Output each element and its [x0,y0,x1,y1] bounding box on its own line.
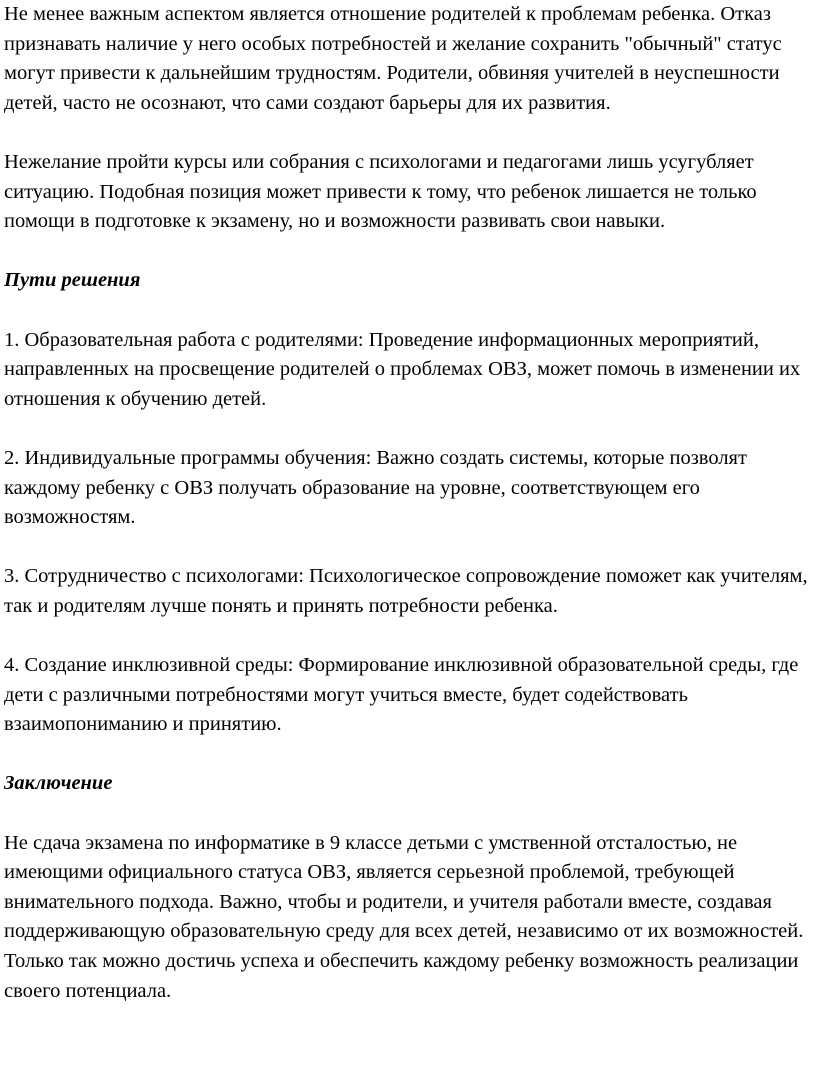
intro-paragraph-reluctance: Нежелание пройти курсы или собрания с психологами и педагогами лишь усугубляет ситуацию. Подобная позиция может привести к тому, что ребенок лишается не только помощи в подготовке к экзамену, но и возможности развивать свои навыки. [4,150,757,233]
solution-item-3: 3. Сотрудничество с психологами: Психологическое сопровождение поможет как учителям, так и родителям лучше понять и принять потребности ребенка. [4,565,808,617]
heading-solutions: Пути решения [4,269,141,292]
intro-paragraph-parents: Не менее важным аспектом является отношение родителей к проблемам ребенка. Отказ признавать наличие у него особых потребностей и желание сохранить "обычный" статус могут привести к дальнейшим трудностям. Родители, обвиняя учителей в неуспешности детей, часто не осознают, что сами создают барьеры для их развития. [4,3,782,114]
solution-item-1: 1. Образовательная работа с родителями: Проведение информационных мероприятий, направленных на просвещение родителей о проблемах ОВЗ, может помочь в изменении их отношения к обучению детей. [4,328,801,410]
solution-item-2: 2. Индивидуальные программы обучения: Важно создать системы, которые позволят каждому ребенку с ОВЗ получать образование на уровне, соответствующем его возможностям. [4,446,747,529]
heading-conclusion: Заключение [4,772,113,795]
solution-item-4: 4. Создание инклюзивной среды: Формирование инклюзивной образовательной среды, где дети с различными потребностями могут учиться вместе, будет содействовать взаимопониманию и принятию. [4,654,799,736]
conclusion-paragraph: Не сдача экзамена по информатике в 9 классе детьми с умственной отсталостью, не имеющими официального статуса ОВЗ, является серьезной проблемой, требующей внимательного подхода. Важно, чтобы и родители, и учителя работали вместе, создавая поддерживающую образовательную среду для всех детей, независимо от их возможностей. Только так можно достичь успеха и обеспечить каждому ребенку возможность реализации своего потенциала. [4,831,804,1002]
